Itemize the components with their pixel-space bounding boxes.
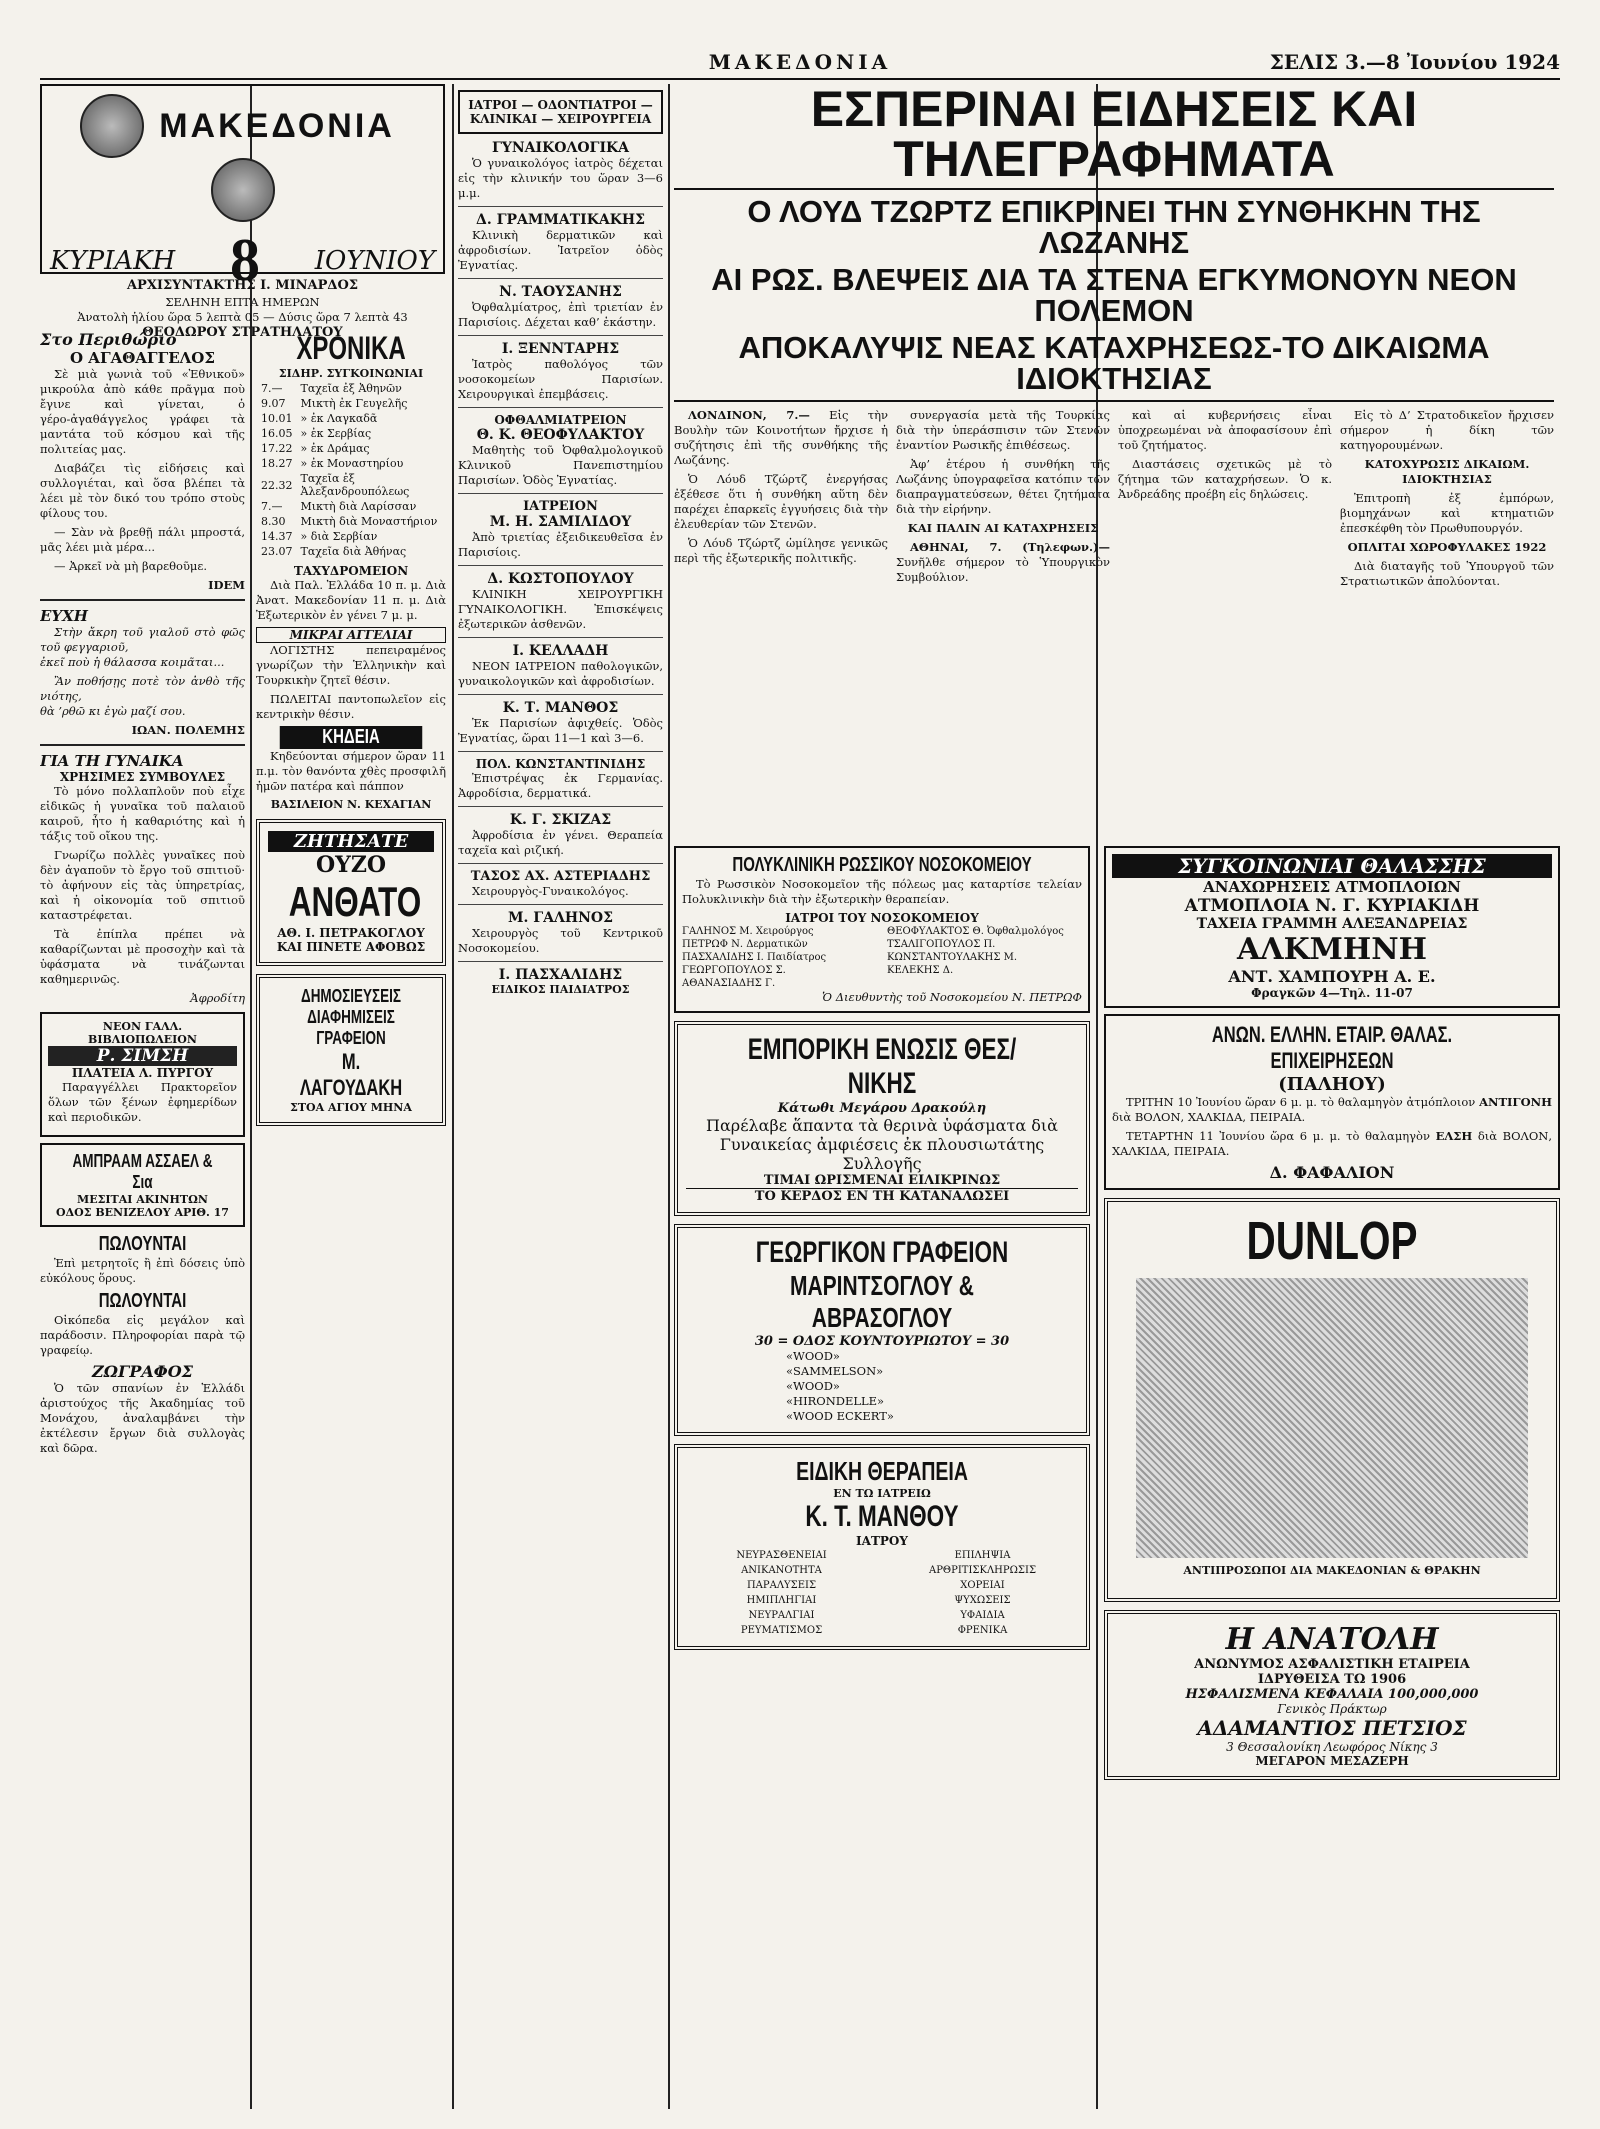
doctor-name: Ι. ΠΑΣΧΑΛΙΔΗΣ <box>498 967 623 983</box>
ad-call: ΖΗΤΗΣΑΤΕ <box>268 831 434 852</box>
column-2: ΧΡΟΝΙΚΑ ΣΙΔΗΡ. ΣΥΓΚΟΙΝΩΝΙΑΙ 7.— Ταχεῖα ἐξ Ἀθηνῶν 9.07 Μικτὴ ἐκ Γευγελῆς 10.01 » ἐκ Λαγκαδᾶ 16.05 » ἐκ Σερβίας 17.22 » ἐκ Δράμας 18.27 » ἐκ Μοναστηρίου 22.32 Ταχεῖα ἐξ Ἀλεξανδρουπόλεως 7.— Μικτὴ διὰ Λαρίσσαν 8.30 Μικτὴ διὰ Μοναστήριον 14.37 » διὰ Σερβίαν 23.07 Ταχεῖα διὰ Ἀθήνας ΤΑΧΥΔΡΟΜΕΙΟΝ Διὰ Παλ. Ἑλλάδα 10 π. μ. Διὰ Ἀνατ. Μακεδονίαν 11 π. μ. Διὰ Ἐξωτερικὸν ἐν γένει 7 μ. μ. ΜΙΚΡΑΙ ΑΓΓΕΛΙΑΙ ΛΟΓΙΣΤΗΣ πεπειραμένος γνωρίζων τὴν Ἑλληνικὴν καὶ Τουρκικὴν ζητεῖ θέσιν. ΠΩΛΕΙΤΑΙ παντοπωλεῖον εἰς κεντρικὴν θέσιν. ΚΗΔΕΙΑ Κηδεύονται σήμερον ὥραν 11 π.μ. τὸν θανόντα χθὲς προσφιλῆ ἡμῶν πατέρα καὶ πάππον ΒΑΣΙΛΕΙΟΝ Ν. ΚΕΧΑΓΙΑΝ ΖΗΤΗΣΑΤΕ ΟΥΖΟ ΑΝΘΑΤΟ ΑΘ. Ι. ΠΕΤΡΑΚΟΓΛΟΥ ΚΑΙ ΠΙΝΕΤΕ ΑΦΟΒΩΣ ΔΗΜΟΣΙΕΥΣΕΙΣ ΔΙΑΦΗΜΙΣΕΙΣ ΓΡΑΦΕΙΟΝ Μ. ΛΑΓΟΥΔΑΚΗ ΣΤΟΑ ΑΓΙΟΥ ΜΗΝΑ <box>256 330 446 2109</box>
doctor-name: Ι. ΞΕΝΝΤΑΡΗΣ <box>501 341 620 357</box>
doctor-name: ΟΦΘΑΛΜΙΑΤΡΕΙΟΝ <box>494 413 627 427</box>
agent-name: Δ. ΦΑΦΑΛΙΟΝ <box>1269 1163 1395 1182</box>
line-name: ΑΤΜΟΠΛΟΙΑ Ν. Γ. ΚΥΡΙΑΚΙΔΗ <box>1184 896 1480 916</box>
therapy-role: ΙΑΤΡΟΥ <box>856 1534 908 1548</box>
georgikon-names: ΜΑΡΙΝΤΣΟΓΛΟΥ & ΑΒΡΑΣΟΓΛΟΥ <box>790 1270 974 1333</box>
departures-heading: ΑΝΑΧΩΡΗΣΕΙΣ ΑΤΜΟΠΛΟΙΩΝ <box>1203 878 1461 896</box>
ad-title: ΝΕΟΝ ΓΑΛΛ. ΒΙΒΛΙΟΠΩΛΕΙΟΝ <box>88 1020 197 1046</box>
line-sub: ΤΑΧΕΙΑ ΓΡΑΜΜΗ ΑΛΕΞΑΝΔΡΕΙΑΣ <box>1196 916 1468 932</box>
coin-emblem-icon <box>211 158 275 222</box>
news-column: καὶ αἱ κυβερνήσεις εἶναι ὑποχρεωμέναι νὰ ἀποφασίσουν ἐπὶ τοῦ ζητήματος. Διαστάσεις σχετικῶς μὲ τὸ ζήτημα τῶν καταχρήσεων. Ὁ κ. Ἀνδρεάδης προέβη εἰς δηλώσεις. <box>1118 408 1332 501</box>
anatoli-sub: ΑΝΩΝΥΜΟΣ ΑΣΦΑΛΙΣΤΙΚΗ ΕΤΑΙΡΕΙΑ <box>1194 1657 1470 1672</box>
section-heading: Στο Περιθώριο <box>40 330 177 349</box>
rail-heading: ΣΙΔΗΡ. ΣΥΓΚΟΙΝΩΝΙΑΙ <box>278 367 424 380</box>
condition-item: ΑΝΙΚΑΝΟΤΗΤΑ <box>741 1565 822 1576</box>
agent-name: ΑΝΤ. ΧΑΜΠΟΥΡΗ Α. Ε. <box>1228 967 1436 986</box>
ad-line: Μ. ΛΑΓΟΥΔΑΚΗ <box>299 1049 403 1100</box>
doctor-name: Θ. Κ. ΘΕΟΦΥΛΑΚΤΟΥ <box>476 427 645 443</box>
section-heading: ΓΙΑ ΤΗ ΓΥΝΑΙΚΑ <box>40 752 184 770</box>
doctor-name: Ι. ΚΕΛΛΑΔΗ <box>512 643 609 659</box>
ad-name: ΑΜΠΡΑΑΜ ΑΣΣΑΕΛ & Σια <box>72 1151 213 1192</box>
right-ads <box>1104 840 1560 2109</box>
month: ΙΟΥΝΙΟΥ <box>314 245 435 276</box>
condition-item: ΑΡΘΡΙΤΙΣΚΛΗΡΩΣΙΣ <box>928 1565 1037 1576</box>
ship-name: ΑΛΚΜΗΝΗ <box>1237 932 1427 967</box>
ship-name: ΕΛΣΗ <box>1435 1129 1473 1143</box>
condition-item: ΕΠΙΛΗΨΙΑ <box>954 1550 1011 1561</box>
agent-phone: Φραγκῶν 4—Τηλ. 11-07 <box>1251 986 1413 1000</box>
ad-subtitle: ΜΕΣΙΤΑΙ ΑΚΙΝΗΤΩΝ <box>77 1193 208 1206</box>
georgikon-ad <box>674 1224 1090 1436</box>
column-rule <box>452 84 454 2109</box>
funeral-heading: ΚΗΔΕΙΑ <box>280 726 423 749</box>
sea-heading: ΣΥΓΚΟΙΝΩΝΙΑΙ ΘΑΛΑΣΣΗΣ <box>1112 854 1552 878</box>
therapy-name: Κ. Τ. ΜΑΝΘΟΥ <box>805 1500 959 1533</box>
doctors-list: ΓΑΛΗΝΟΣ Μ. Χειρούργος ΠΕΤΡΩΦ Ν. Δερματικῶν ΠΑΣΧΑΛΙΔΗΣ Ι. Παιδίατρος ΓΕΩΡΓΟΠΟΥΛΟΣ Σ. ΑΘΑΝΑΣΙΑΔΗΣ Γ. ΘΕΟΦΥΛΑΚΤΟΣ Θ. Ὀφθαλμολόγος ΤΣΑΛΙΓΟΠΟΥΛΟΣ Π. ΚΩΝΣΤΑΝΤΟΥΛΑΚΗΣ Μ. ΚΕΛΕΚΗΣ Δ. <box>682 926 1064 989</box>
emporiki-prices: ΤΙΜΑΙ ΩΡΙΣΜΕΝΑΙ ΕΙΛΙΚΡΙΝΩΣ <box>763 1173 1001 1188</box>
column-1: Στο Περιθώριο Ο ΑΓΑΘΑΓΓΕΛΟΣ Σὲ μιὰ γωνιὰ τοῦ «Ἐθνικοῦ» μικρούλα ἀπὸ κάθε πρᾶγμα ποὺ ἔγινε καὶ γίνεται, ὁ γέρο‑ἀγαθάγγελος γράφει τὰ μαντάτα τοῦ κόσμου καὶ τῆς πολιτείας μας. Διαβάζει τὶς εἰδήσεις καὶ συλλογιέται, καὶ ὅσα βλέπει τὰ λέει μὲ τὸν δικό του τρόπο στοὺς φίλους του. — Σὰν νὰ βρεθῇ πάλι μπροστά, μᾶς λέει μιὰ μέρα... — Ἀρκεῖ νὰ μὴ βαρεθοῦμε. IDEM ΕΥΧΗ Στὴν ἄκρη τοῦ γιαλοῦ στὸ φῶς τοῦ φεγγαριοῦ, ἐκεῖ ποὺ ἡ θάλασσα κοιμᾶται... Ἂν ποθήσῃς ποτὲ τὸν ἀνθὸ τῆς νιότης, θὰ ’ρθῶ κι ἐγὼ μαζί σου. ΙΩΑΝ. ΠΟΛΕΜΗΣ ΓΙΑ ΤΗ ΓΥΝΑΙΚΑ ΧΡΗΣΙΜΕΣ ΣΥΜΒΟΥΛΕΣ Τὸ μόνο πολλαπλοῦν ποὺ εἶχε εἰδικῶς ἡ γυναῖκα τοῦ παλαιοῦ καιροῦ, ἦτο ἡ καθαριότης καὶ ἡ τάξις τοῦ οἴκου της. Γνωρίζω πολλὲς γυναῖκες ποὺ δὲν ἀγαποῦν τὸ ἔργο τοῦ σπιτιοῦ· τὸ ἀφήνουν εἰς τὰς ὑπηρετρίας, καὶ ἡ οἰκονομία τοῦ σπιτιοῦ καταστρέφεται. Τὰ ἐπίπλα πρέπει νὰ καθαρίζωνται μὲ προσοχὴν καὶ τὰ ὑφάσματα νὰ τινάζωνται καθημερινῶς. Ἀφροδίτη ΝΕΟΝ ΓΑΛΛ. ΒΙΒΛΙΟΠΩΛΕΙΟΝ Ρ. ΣΙΜΣΗ ΠΛΑΤΕΙΑ Λ. ΠΥΡΓΟΥ Παραγγέλλει Πρακτορεῖον ὅλων τῶν ξένων ἐφημερίδων καὶ περιοδικῶν. ΑΜΠΡΑΑΜ ΑΣΣΑΕΛ & Σια ΜΕΣΙΤΑΙ ΑΚΙΝΗΤΩΝ ΟΔΟΣ ΒΕΝΙΖΕΛΟΥ ΑΡΙΘ. 17 ΠΩΛΟΥΝΤΑΙ Ἐπὶ μετρητοῖς ἢ ἐπὶ δόσεις ὑπὸ εὐκόλους ὅρους. ΠΩΛΟΥΝΤΑΙ Οἰκόπεδα εἰς μεγάλον καὶ παράδοσιν. Πληροφορίαι παρὰ τῷ γραφείῳ. ΖΩΓΡΑΦΟΣ Ὁ τῶν σπανίων ἐν Ἑλλάδι ἀριστούχος τῆς Ἀκαδημίας τοῦ Μονάχου, ἀναλαμβάνει τὴν ἐκτέλεσιν ἔργων διὰ συλλογὰς καὶ δῶρα. <box>40 330 245 1455</box>
condition-item: ΨΥΧΩΣΕΙΣ <box>954 1595 1011 1606</box>
ship-name: ΑΝΤΙΓΟΝΗ <box>1479 1095 1552 1109</box>
day-number: 8 <box>229 227 260 293</box>
signature: IDEM <box>208 578 245 592</box>
anatoli-building: ΜΕΓΑΡΟΝ ΜΕΣΑΖΕΡΗ <box>1255 1754 1409 1768</box>
condition-item: ΧΟΡΕΙΑΙ <box>960 1580 1005 1591</box>
weekday: ΚΥΡΙΑΚΗ <box>50 245 176 276</box>
ad-line: ΔΙΑΦΗΜΙΣΕΙΣ <box>307 1007 395 1027</box>
emporiki-sub: Κάτωθι Μεγάρου Δρακούλη <box>777 1101 987 1116</box>
article-title: Ο ΑΓΑΘΑΓΓΕΛΟΣ <box>70 349 215 367</box>
emporiki-slogan: ΤΟ ΚΕΡΔΟΣ ΕΝ ΤΗ ΚΑΤΑΝΑΛΩΣΕΙ <box>686 1188 1078 1204</box>
ad-address: ΠΛΑΤΕΙΑ Λ. ΠΥΡΓΟΥ <box>71 1066 214 1080</box>
dunlop-brand: DUNLOP <box>1246 1211 1418 1271</box>
condition-item: ΝΕΥΡΑΣΘΕΝΕΙΑΙ <box>736 1550 827 1561</box>
doctor-name: Κ. Τ. ΜΑΝΘΟΣ <box>502 700 619 716</box>
ouzo-label: ΟΥΖΟ <box>315 852 387 878</box>
georgikon-title: ΓΕΩΡΓΙΚΟΝ ΓΡΑΦΕΙΟΝ <box>755 1236 1009 1269</box>
doctor-name: Μ. ΓΑΛΗΝΟΣ <box>507 910 614 926</box>
doctor-name: Ν. ΤΑΟΥΣΑΝΗΣ <box>499 284 622 300</box>
machine-item: «WOOD» <box>786 1379 840 1393</box>
poem-author: ΙΩΑΝ. ΠΟΛΕΜΗΣ <box>131 723 245 737</box>
machines-list <box>686 1349 1078 1424</box>
anatoli-agent: ΑΔΑΜΑΝΤΙΟΣ ΠΕΤΣΙΟΣ <box>1197 1716 1467 1740</box>
publishing-ad <box>256 974 446 1126</box>
anatoli-ad <box>1104 1610 1560 1780</box>
small-ads-heading: ΜΙΚΡΑΙ ΑΓΓΕΛΙΑΙ <box>256 627 446 643</box>
article-body: Τὸ μόνο πολλαπλοῦν ποὺ εἶχε εἰδικῶς ἡ γυναῖκα τοῦ παλαιοῦ καιροῦ, ἦτο ἡ καθαριότης καὶ ἡ τάξις τοῦ οἴκου της. Γνωρίζω πολλὲς γυναῖκες ποὺ δὲν ἀγαποῦν τὸ ἔργο τοῦ σπιτιοῦ· τὸ ἀφήνουν εἰς τὰς ὑπηρετρίας, καὶ ἡ οἰκονομία τοῦ σπιτιοῦ καταστρέφεται. Τὰ ἐπίπλα πρέπει νὰ καθαρίζωνται μὲ προσοχὴν καὶ τὰ ὑφάσματα νὰ τινάζωνται καθημερινῶς. <box>40 784 245 986</box>
doctor-name: Μ. Η. ΣΑΜΙΛΙΔΟΥ <box>489 514 632 530</box>
ad-address: ΟΔΟΣ ΒΕΝΙΖΕΛΟΥ ΑΡΙΘ. 17 <box>56 1206 229 1219</box>
runner-title: ΜΑΚΕΔΟΝΙΑ <box>708 50 892 74</box>
ouzo-maker: ΑΘ. Ι. ΠΕΤΡΑΚΟΓΛΟΥ <box>277 926 425 940</box>
subhead: ΚΑΤΟΧΥΡΩΣΙΣ ΔΙΚΑΙΩΜ. ΙΔΙΟΚΤΗΣΙΑΣ <box>1364 457 1530 486</box>
news-banner: ΕΣΠΕΡΙΝΑΙ ΕΙΔΗΣΕΙΣ ΚΑΙ ΤΗΛΕΓΡΑΦΗΜΑΤΑ <box>674 84 1554 190</box>
condition-item: ΡΕΥΜΑΤΙΣΜΟΣ <box>740 1625 823 1636</box>
condition-item: ΦΡΕΝΙΚΑ <box>957 1625 1008 1636</box>
conditions-list <box>686 1548 1078 1638</box>
rail-timetable: 7.— Ταχεῖα ἐξ Ἀθηνῶν 9.07 Μικτὴ ἐκ Γευγελῆς 10.01 » ἐκ Λαγκαδᾶ 16.05 » ἐκ Σερβίας 17.22 » ἐκ Δράμας 18.27 » ἐκ Μοναστηρίου 22.32 Ταχεῖα ἐξ Ἀλεξανδρουπόλεως 7.— Μικτὴ διὰ Λαρίσσαν 8.30 Μικτὴ διὰ Μοναστήριον 14.37 » διὰ Σερβίαν 23.07 Ταχεῖα διὰ Ἀθήνας <box>261 382 438 558</box>
anatoli-capital: ΗΣΦΑΛΙΣΜΕΝΑ ΚΕΦΑΛΑΙΑ 100,000,000 <box>1185 1687 1479 1702</box>
anatoli-address: 3 Θεσσαλονίκη Λεωφόρος Νίκης 3 <box>1226 1740 1438 1754</box>
doctors-header: ΙΑΤΡΟΙ — ΟΔΟΝΤΙΑΤΡΟΙ — ΚΛΙΝΙΚΑΙ — ΧΕΙΡΟΥΡΓΕΙΑ <box>458 90 663 134</box>
doctor-name: ΤΑΣΟΣ ΑΧ. ΑΣΤΕΡΙΑΔΗΣ <box>470 869 651 884</box>
company-sub: (ΠΑΛΗΟΥ) <box>1278 1074 1386 1095</box>
ouzo-brand: ΑΝΘΑΤΟ <box>288 878 422 925</box>
runner-date: ΣΕΛΙΣ 3.—8 Ἰουνίου 1924 <box>1269 50 1560 74</box>
doctor-name: ΓΥΝΑΙΚΟΛΟΓΙΚΑ <box>491 140 630 156</box>
doctor-name: Δ. ΚΩΣΤΟΠΟΥΛΟΥ <box>487 571 634 587</box>
running-header <box>40 50 1560 80</box>
saint-day: ΘΕΟΔΩΡΟΥ ΣΤΡΑΤΗΛΑΤΟΥ <box>142 325 343 340</box>
subhead: ΟΠΛΙΤΑΙ ΧΩΡΟΦΥΛΑΚΕΣ 1922 <box>1347 540 1547 554</box>
ad-line: ΔΗΜΟΣΙΕΥΣΕΙΣ <box>300 986 402 1006</box>
polyclinic-title: ΠΟΛΥΚΛΙΝΙΚΗ ΡΩΣΣΙΚΟΥ ΝΟΣΟΚΟΜΕΙΟΥ <box>732 854 1032 876</box>
machine-item: «WOOD ECKERT» <box>786 1409 894 1423</box>
masthead-title: ΜΑΚΕΔΟΝΙΑ <box>159 106 395 145</box>
doctor-specialty: ΕΙΔΙΚΟΣ ΠΑΙΔΙΑΤΡΟΣ <box>491 983 630 996</box>
section-heading: ΕΥΧΗ <box>40 607 88 625</box>
ad-heading: ΖΩΓΡΑΦΟΣ <box>92 1362 193 1381</box>
machine-item: «SAMMELSON» <box>786 1364 884 1378</box>
company-name: ΑΝΩΝ. ΕΛΛΗΝ. ΕΤΑΙΡ. ΘΑΛΑΣ. ΕΠΙΧΕΙΡΗΣΕΩΝ <box>1211 1022 1453 1073</box>
dateline: ΑΘΗΝΑΙ, 7. (Τηλεφων.)— <box>910 540 1110 554</box>
column-rule <box>668 84 670 2109</box>
article-body: Σὲ μιὰ γωνιὰ τοῦ «Ἐθνικοῦ» μικρούλα ἀπὸ κάθε πρᾶγμα ποὺ ἔγινε καὶ γίνεται, ὁ γέρο‑ἀγαθάγγελος γράφει τὰ μαντάτα τοῦ κόσμου καὶ τῆς πολιτείας μας. Διαβάζει τὶς εἰδήσεις καὶ συλλογιέται, καὶ ὅσα βλέπει τὰ λέει μὲ τὸν δικό του τρόπο στοὺς φίλους του. — Σὰν νὰ βρεθῇ πάλι μπροστά, μᾶς λέει μιὰ μέρα... — Ἀρκεῖ νὰ μὴ βαρεθοῦμε. <box>40 367 245 573</box>
doctor-name: ΙΑΤΡΕΙΟΝ <box>523 499 598 514</box>
coin-emblem-icon <box>80 94 144 158</box>
doctor-name: ΠΟΛ. ΚΩΝΣΤΑΝΤΙΝΙΔΗΣ <box>475 757 646 771</box>
emporiki-text: Παρέλαβε ἅπαντα τὰ θερινὰ ὑφάσματα διὰ Γυναικείας ἀμφιέσεις ἐκ πλουσιωτάτης Συλλογῆς <box>706 1116 1058 1173</box>
condition-item: ΝΕΥΡΑΛΓΙΑΙ <box>748 1610 815 1621</box>
therapy-title: ΕΙΔΙΚΗ ΘΕΡΑΠΕΙΑ <box>796 1456 968 1486</box>
column-3-doctors: ΙΑΤΡΟΙ — ΟΔΟΝΤΙΑΤΡΟΙ — ΚΛΙΝΙΚΑΙ — ΧΕΙΡΟΥΡΓΕΙΑ ΓΥΝΑΙΚΟΛΟΓΙΚΑ Ὁ γυναικολόγος ἰατρὸς δέχεται εἰς τὴν κλινικήν του ὥραν 3—6 μ.μ. Δ. ΓΡΑΜΜΑΤΙΚΑΚΗΣ Κλινικὴ δερματικῶν καὶ ἀφροδισίων. Ἰατρεῖον ὁδὸς Ἐγνατίας. Ν. ΤΑΟΥΣΑΝΗΣ Ὀφθαλμίατρος, ἐπὶ τριετίαν ἐν Παρισίοις. Δέχεται καθ’ ἑκάστην. Ι. ΞΕΝΝΤΑΡΗΣ Ἰατρὸς παθολόγος τῶν νοσοκομείων Παρισίων. Χειρουργικαὶ ἐπεμβάσεις. ΟΦΘΑΛΜΙΑΤΡΕΙΟΝ Θ. Κ. ΘΕΟΦΥΛΑΚΤΟΥ Μαθητὴς τοῦ Ὀφθαλμολογικοῦ Κλινικοῦ Πανεπιστημίου Παρισίων. Ὁδὸς Ἐγνατίας. ΙΑΤΡΕΙΟΝ Μ. Η. ΣΑΜΙΛΙΔΟΥ Ἀπὸ τριετίας ἐξειδικευθεῖσα ἐν Παρισίοις. Δ. ΚΩΣΤΟΠΟΥΛΟΥ ΚΛΙΝΙΚΗ ΧΕΙΡΟΥΡΓΙΚΗ ΓΥΝΑΙΚΟΛΟΓΙΚΗ. Ἐπισκέψεις ἐξωτερικῶν ἀσθενῶν. Ι. ΚΕΛΛΑΔΗ ΝΕΟΝ ΙΑΤΡΕΙΟΝ παθολογικῶν, γυναικολογικῶν καὶ ἀφροδισίων. Κ. Τ. ΜΑΝΘΟΣ Ἐκ Παρισίων ἀφιχθείς. Ὁδὸς Ἐγνατίας, ὥραι 11—1 καὶ 3—6. ΠΟΛ. ΚΩΝΣΤΑΝΤΙΝΙΔΗΣ Ἐπιστρέψας ἐκ Γερμανίας. Ἀφροδίσια, δερματικά. Κ. Γ. ΣΚΙΖΑΣ Ἀφροδίσια ἐν γένει. Θεραπεία ταχεῖα καὶ ριζική. ΤΑΣΟΣ ΑΧ. ΑΣΤΕΡΙΑΔΗΣ Χειρουργὸς‑Γυναικολόγος. Μ. ΓΑΛΗΝΟΣ Χειρουργὸς τοῦ Κεντρικοῦ Νοσοκομείου. Ι. ΠΑΣΧΑΛΙΔΗΣ ΕΙΔΙΚΟΣ ΠΑΙΔΙΑΤΡΟΣ <box>458 84 663 2109</box>
headline: ΑΙ ΡΩΣ. ΒΛΕΨΕΙΣ ΔΙΑ ΤΑ ΣΤΕΝΑ ΕΓΚΥΜΟΝΟΥΝ ΝΕΟΝ ΠΟΛΕΜΟΝ <box>711 262 1517 328</box>
article-subtitle: ΧΡΗΣΙΜΕΣ ΣΥΜΒΟΥΛΕΣ <box>59 770 226 784</box>
editor-line: ΑΡΧΙΣΥΝΤΑΚΤΗΣ Ι. ΜΙΝΑΡΔΟΣ <box>126 278 359 293</box>
polyclinic-ad: ΠΟΛΥΚΛΙΝΙΚΗ ΡΩΣΣΙΚΟΥ ΝΟΣΟΚΟΜΕΙΟΥ Τὸ Ρωσσικὸν Νοσοκομεῖον τῆς πόλεως μας καταρτίσε τελείαν Πολυκλινικὴν διὰ τὴν ἐξωτερικὴν θεραπείαν. ΙΑΤΡΟΙ ΤΟΥ ΝΟΣΟΚΟΜΕΙΟΥ ΓΑΛΗΝΟΣ Μ. Χειρούργος ΠΕΤΡΩΦ Ν. Δερματικῶν ΠΑΣΧΑΛΙΔΗΣ Ι. Παιδίατρος ΓΕΩΡΓΟΠΟΥΛΟΣ Σ. ΑΘΑΝΑΣΙΑΔΗΣ Γ. ΘΕΟΦΥΛΑΚΤΟΣ Θ. Ὀφθαλμολόγος ΤΣΑΛΙΓΟΠΟΥΛΟΣ Π. ΚΩΝΣΤΑΝΤΟΥΛΑΚΗΣ Μ. ΚΕΛΕΚΗΣ Δ. Ὁ Διευθυντὴς τοῦ Νοσοκομείου Ν. ΠΕΤΡΩΦ <box>674 846 1090 1013</box>
news-column: ΛΟΝΔΙΝΟΝ, 7.— Εἰς τὴν Βουλὴν τῶν Κοινοτήτων ἤρχισε ἡ συζήτησις ἐπὶ τῆς συνθήκης τῆς Λωζάνης. Ὁ Λόυδ Τζώρτζ ἐνεργήσας ἐξέθεσε ὅτι ἡ συνθήκη αὕτη δὲν παρέχει ἐπαρκεῖς ἐγγυήσεις διὰ τὴν ἐλευθερίαν τῶν Στενῶν. Ὁ Λόυδ Τζώρτζ ὡμίλησε γενικῶς περὶ τῆς ἐξωτερικῆς πολιτικῆς. <box>674 408 888 565</box>
signature: Ἀφροδίτη <box>190 991 245 1005</box>
subhead: ΚΑΙ ΠΑΛΙΝ ΑΙ ΚΑΤΑΧΡΗΣΕΙΣ <box>907 521 1099 535</box>
chronika-heading: ΧΡΟΝΙΚΑ <box>296 330 406 366</box>
anatoli-role: Γενικὸς Πράκτωρ <box>1277 1702 1387 1716</box>
news-column: Εἰς τὸ Δ’ Στρατοδικεῖον ἤρχισεν σήμερον ἡ δίκη τῶν κατηγορουμένων. ΚΑΤΟΧΥΡΩΣΙΣ ΔΙΚΑΙΩΜ. ΙΔΙΟΚΤΗΣΙΑΣ Ἐπιτροπὴ ἐξ ἐμπόρων, βιομηχάνων καὶ κτηματιῶν ἐπεσκέφθη τὸν Πρωθυπουργόν. ΟΠΛΙΤΑΙ ΧΩΡΟΦΥΛΑΚΕΣ 1922 Διὰ διαταγῆς τοῦ Ὑπουργοῦ τῶν Στρατιωτικῶν ἀπολύονται. <box>1340 408 1554 588</box>
polyclinic-doctors: ΙΑΤΡΟΙ ΤΟΥ ΝΟΣΟΚΟΜΕΙΟΥ <box>785 911 979 925</box>
machine-item: «WOOD» <box>786 1349 840 1363</box>
bookstore-ad: ΝΕΟΝ ΓΑΛΛ. ΒΙΒΛΙΟΠΩΛΕΙΟΝ Ρ. ΣΙΜΣΗ ΠΛΑΤΕΙΑ Λ. ΠΥΡΓΟΥ Παραγγέλλει Πρακτορεῖον ὅλων τῶν ξένων ἐφημερίδων καὶ περιοδικῶν. <box>40 1012 245 1137</box>
machine-item: «HIRONDELLE» <box>786 1394 885 1408</box>
shipping-company-ad: ΑΝΩΝ. ΕΛΛΗΝ. ΕΤΑΙΡ. ΘΑΛΑΣ. ΕΠΙΧΕΙΡΗΣΕΩΝ (ΠΑΛΗΟΥ) ΤΡΙΤΗΝ 10 Ἰουνίου ὥραν 6 μ. μ. τὸ θαλαμηγὸν ἀτμόπλοιον ΑΝΤΙΓΟΝΗ διὰ ΒΟΛΟΝ, ΧΑΛΚΙΔΑ, ΠΕΙΡΑΙΑ. ΤΕΤΑΡΤΗΝ 11 Ἰουνίου ὥρα 6 μ. μ. τὸ θαλαμηγὸν ΕΛΣΗ διὰ ΒΟΛΟΝ, ΧΑΛΚΙΔΑ, ΠΕΙΡΑΙΑ. Δ. ΦΑΦΑΛΙΟΝ <box>1104 1014 1560 1190</box>
anatoli-name: Η ΑΝΑΤΟΛΗ <box>1225 1622 1439 1657</box>
ad-heading: ΠΩΛΟΥΝΤΑΙ <box>98 1290 187 1312</box>
ouzo-slogan: ΚΑΙ ΠΙΝΕΤΕ ΑΦΟΒΩΣ <box>276 940 426 954</box>
dunlop-ad <box>1104 1198 1560 1602</box>
dunlop-illustration <box>1136 1278 1528 1558</box>
poem: Στὴν ἄκρη τοῦ γιαλοῦ στὸ φῶς τοῦ φεγγαριοῦ, ἐκεῖ ποὺ ἡ θάλασσα κοιμᾶται... Ἂν ποθήσῃς ποτὲ τὸν ἀνθὸ τῆς νιότης, θὰ ’ρθῶ κι ἐγὼ μαζί σου. <box>40 625 245 718</box>
headline: Ο ΛΟΥΔ ΤΖΩΡΤΖ ΕΠΙΚΡΙΝΕΙ ΤΗΝ ΣΥΝΘΗΚΗΝ ΤΗΣ ΛΩΖΑΝΗΣ <box>747 194 1481 260</box>
doctor-name: Δ. ΓΡΑΜΜΑΤΙΚΑΚΗΣ <box>475 212 646 228</box>
dateline: ΛΟΝΔΙΝΟΝ, 7.— <box>688 408 810 422</box>
polyclinic-director: Ὁ Διευθυντὴς τοῦ Νοσοκομείου Ν. ΠΕΤΡΩΦ <box>822 990 1082 1004</box>
ad-line: ΓΡΑΦΕΙΟΝ <box>316 1028 386 1048</box>
condition-item: ΠΑΡΑΛΥΣΕΙΣ <box>746 1580 817 1591</box>
post-heading: ΤΑΧΥΔΡΟΜΕΙΟΝ <box>293 564 409 578</box>
center-ads <box>674 840 1090 2109</box>
sun-times: Ἀνατολὴ ἡλίου ὥρα 5 λεπτὰ 05 — Δύσις ὥρα 7 λεπτὰ 43 <box>77 310 408 324</box>
emporiki-title: ΕΜΠΟΡΙΚΗ ΕΝΩΣΙΣ ΘΕΣ/ΝΙΚΗΣ <box>747 1033 1017 1100</box>
emporiki-ad <box>674 1021 1090 1216</box>
funeral-name: ΒΑΣΙΛΕΙΟΝ Ν. ΚΕΧΑΓΙΑΝ <box>270 798 432 811</box>
condition-item: ΥΦΑΙΔΙΑ <box>960 1610 1005 1621</box>
ad-line: ΣΤΟΑ ΑΓΙΟΥ ΜΗΝΑ <box>290 1101 412 1114</box>
anatoli-year: ΙΔΡΥΘΕΙΣΑ ΤΩ 1906 <box>1257 1672 1407 1687</box>
headline: ΑΠΟΚΑΛΥΨΙΣ ΝΕΑΣ ΚΑΤΑΧΡΗΣΕΩΣ-ΤΟ ΔΙΚΑΙΩΜΑ ΙΔΙΟΚΤΗΣΙΑΣ <box>674 332 1554 402</box>
therapy-ad <box>674 1444 1090 1650</box>
broker-ad <box>40 1143 245 1227</box>
sea-transport-ad <box>1104 846 1560 1008</box>
georgikon-address: 30 = ΟΔΟΣ ΚΟΥΝΤΟΥΡΙΩΤΟΥ = 30 <box>754 1334 1010 1349</box>
therapy-sub: ΕΝ ΤΩ ΙΑΤΡΕΙΩ <box>833 1487 931 1500</box>
ouzo-ad <box>256 819 446 966</box>
condition-item: ΗΜΙΠΛΗΓΙΑΙ <box>746 1595 817 1606</box>
doctor-name: Κ. Γ. ΣΚΙΖΑΣ <box>509 812 612 828</box>
ad-name: Ρ. ΣΙΜΣΗ <box>48 1046 237 1066</box>
news-column: συνεργασία μετὰ τῆς Τουρκίας διὰ τὴν ὑπεράσπισιν τῶν Στενῶν ἐναντίον Ρωσικῆς ἐπιθέσεως. Ἀφ’ ἑτέρου ἡ συνθήκη τῆς Λωζάνης ὑπογραφεῖσα κατόπιν τῶν διαπραγματεύσεων, θέτει ζητήματα διὰ τὴν εἰρήνην. ΚΑΙ ΠΑΛΙΝ ΑΙ ΚΑΤΑΧΡΗΣΕΙΣ ΑΘΗΝΑΙ, 7. (Τηλεφων.)— Συνῆλθε σήμερον τὸ Ὑπουργικὸν Συμβούλιον. <box>896 408 1110 584</box>
moon-phase: ΣΕΛΗΝΗ ΕΠΤΑ ΗΜΕΡΩΝ <box>165 295 320 309</box>
ad-heading: ΠΩΛΟΥΝΤΑΙ <box>98 1233 187 1255</box>
dunlop-sub: ΑΝΤΙΠΡΟΣΩΠΟΙ ΔΙΑ ΜΑΚΕΔΟΝΙΑΝ & ΘΡΑΚΗΝ <box>1183 1564 1481 1577</box>
